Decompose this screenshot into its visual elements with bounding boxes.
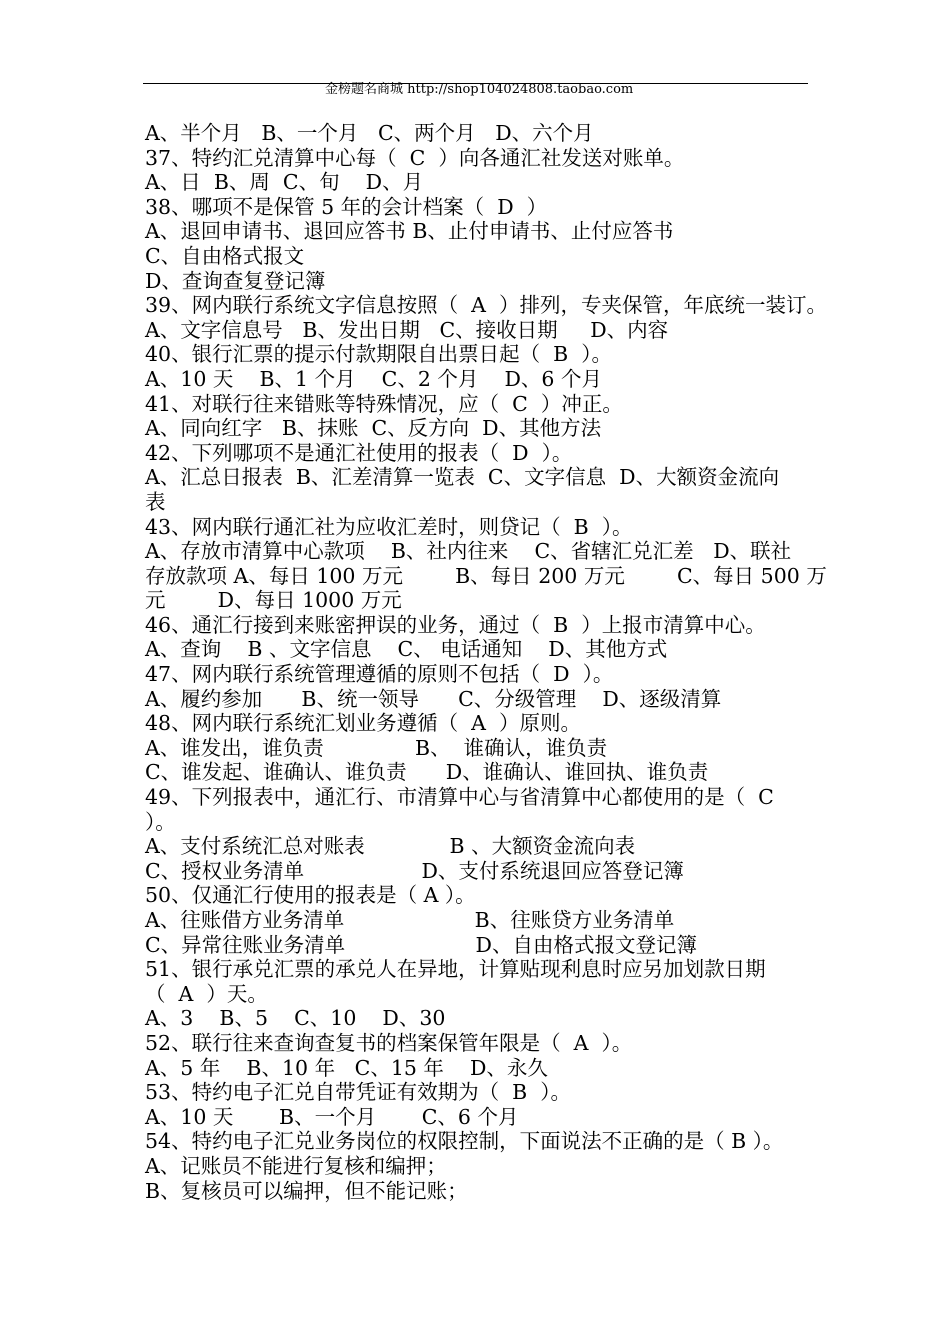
- text-line: 存放款项 A、每日 100 万元 B、每日 200 万元 C、每日 500 万: [145, 563, 827, 588]
- text-line: A、查询 B 、文字信息 C、 电话通知 D、其他方式: [145, 637, 668, 662]
- text-line: A、存放市清算中心款项 B、社内往来 C、省辖汇兑汇差 D、联社: [145, 539, 792, 564]
- text-line: A、半个月 B、一个月 C、两个月 D、六个月: [145, 121, 594, 145]
- text-line: A、退回申请书、退回应答书 B、止付申请书、止付应答书: [145, 219, 674, 244]
- text-line: A、10 天 B、一个月 C、6 个月: [145, 1104, 519, 1129]
- text-line: A、5 年 B、10 年 C、15 年 D、永久: [145, 1055, 548, 1080]
- question-38: 38、哪项不是保管 5 年的会计档案（ D ）: [145, 194, 548, 219]
- question-52: 52、联行往来查询查复书的档案保管年限是（ A ）。: [145, 1030, 633, 1055]
- question-51: 51、银行承兑汇票的承兑人在异地，计算贴现利息时应另加划款日期: [145, 957, 766, 982]
- text-line: A、谁发出，谁负责 B、 谁确认，谁负责: [145, 735, 608, 760]
- text-line: C、异常往账业务清单 D、自由格式报文登记簿: [145, 932, 697, 957]
- text-line: B、复核员可以编押，但不能记账；: [145, 1178, 468, 1203]
- text-line: （ A ）天。: [145, 981, 268, 1006]
- text-line: A、履约参加 B、统一领导 C、分级管理 D、逐级清算: [145, 686, 722, 711]
- text-line: C、自由格式报文: [145, 243, 305, 268]
- question-37: 37、特约汇兑清算中心每（ C ）向各通汇社发送对账单。: [145, 145, 685, 170]
- question-41: 41、对联行往来错账等特殊情况，应（ C ）冲正。: [145, 391, 623, 416]
- text-line: ）。: [145, 809, 176, 834]
- header-divider: [143, 83, 808, 84]
- text-line: A、同向红字 B、抹账 C、反方向 D、其他方法: [145, 416, 602, 441]
- text-line: D、查询查复登记簿: [145, 268, 326, 293]
- text-line: 表: [145, 489, 166, 514]
- question-48: 48、网内联行系统汇划业务遵循（ A ）原则。: [145, 711, 581, 736]
- question-40: 40、银行汇票的提示付款期限自出票日起（ B ）。: [145, 342, 612, 367]
- text-line: A、记账员不能进行复核和编押；: [145, 1153, 447, 1178]
- question-46: 46、通汇行接到来账密押误的业务，通过（ B ）上报市清算中心。: [145, 612, 766, 637]
- text-line: A、3 B、5 C、10 D、30: [145, 1006, 446, 1031]
- question-39: 39、网内联行系统文字信息按照（ A ）排列，专夹保管，年底统一装订。: [145, 293, 827, 318]
- question-43: 43、网内联行通汇社为应收汇差时，则贷记（ B ）。: [145, 514, 633, 539]
- question-54: 54、特约电子汇兑业务岗位的权限控制，下面说法不正确的是（ B ）。: [145, 1129, 784, 1154]
- header-text: 金榜题名商城 http://shop104024808.taobao.com: [325, 82, 634, 97]
- text-line: C、授权业务清单 D、支付系统退回应答登记簿: [145, 858, 684, 883]
- text-line: A、文字信息号 B、发出日期 C、接收日期 D、内容: [145, 317, 669, 342]
- question-49: 49、下列报表中，通汇行、市清算中心与省清算中心都使用的是（ C: [145, 785, 774, 810]
- text-line: A、10 天 B、1 个月 C、2 个月 D、6 个月: [145, 366, 602, 391]
- question-53: 53、特约电子汇兑自带凭证有效期为（ B ）。: [145, 1080, 571, 1105]
- question-47: 47、网内联行系统管理遵循的原则不包括（ D ）。: [145, 662, 614, 687]
- document-body: [145, 121, 827, 1203]
- text-line: C、谁发起、谁确认、谁负责 D、谁确认、谁回执、谁负责: [145, 760, 709, 785]
- question-42: 42、下列哪项不是通汇社使用的报表（ D ）。: [145, 440, 573, 465]
- text-line: A、日 B、周 C、旬 D、月: [145, 170, 424, 195]
- question-50: 50、仅通汇行使用的报表是（ A ）。: [145, 883, 476, 908]
- text-line: A、汇总日报表 B、汇差清算一览表 C、文字信息 D、大额资金流向: [145, 465, 780, 490]
- text-line: A、支付系统汇总对账表 B 、大额资金流向表: [145, 834, 636, 859]
- text-line: A、往账借方业务清单 B、往账贷方业务清单: [145, 908, 675, 932]
- text-line: 元 D、每日 1000 万元: [145, 588, 402, 613]
- page-header: [0, 66, 950, 98]
